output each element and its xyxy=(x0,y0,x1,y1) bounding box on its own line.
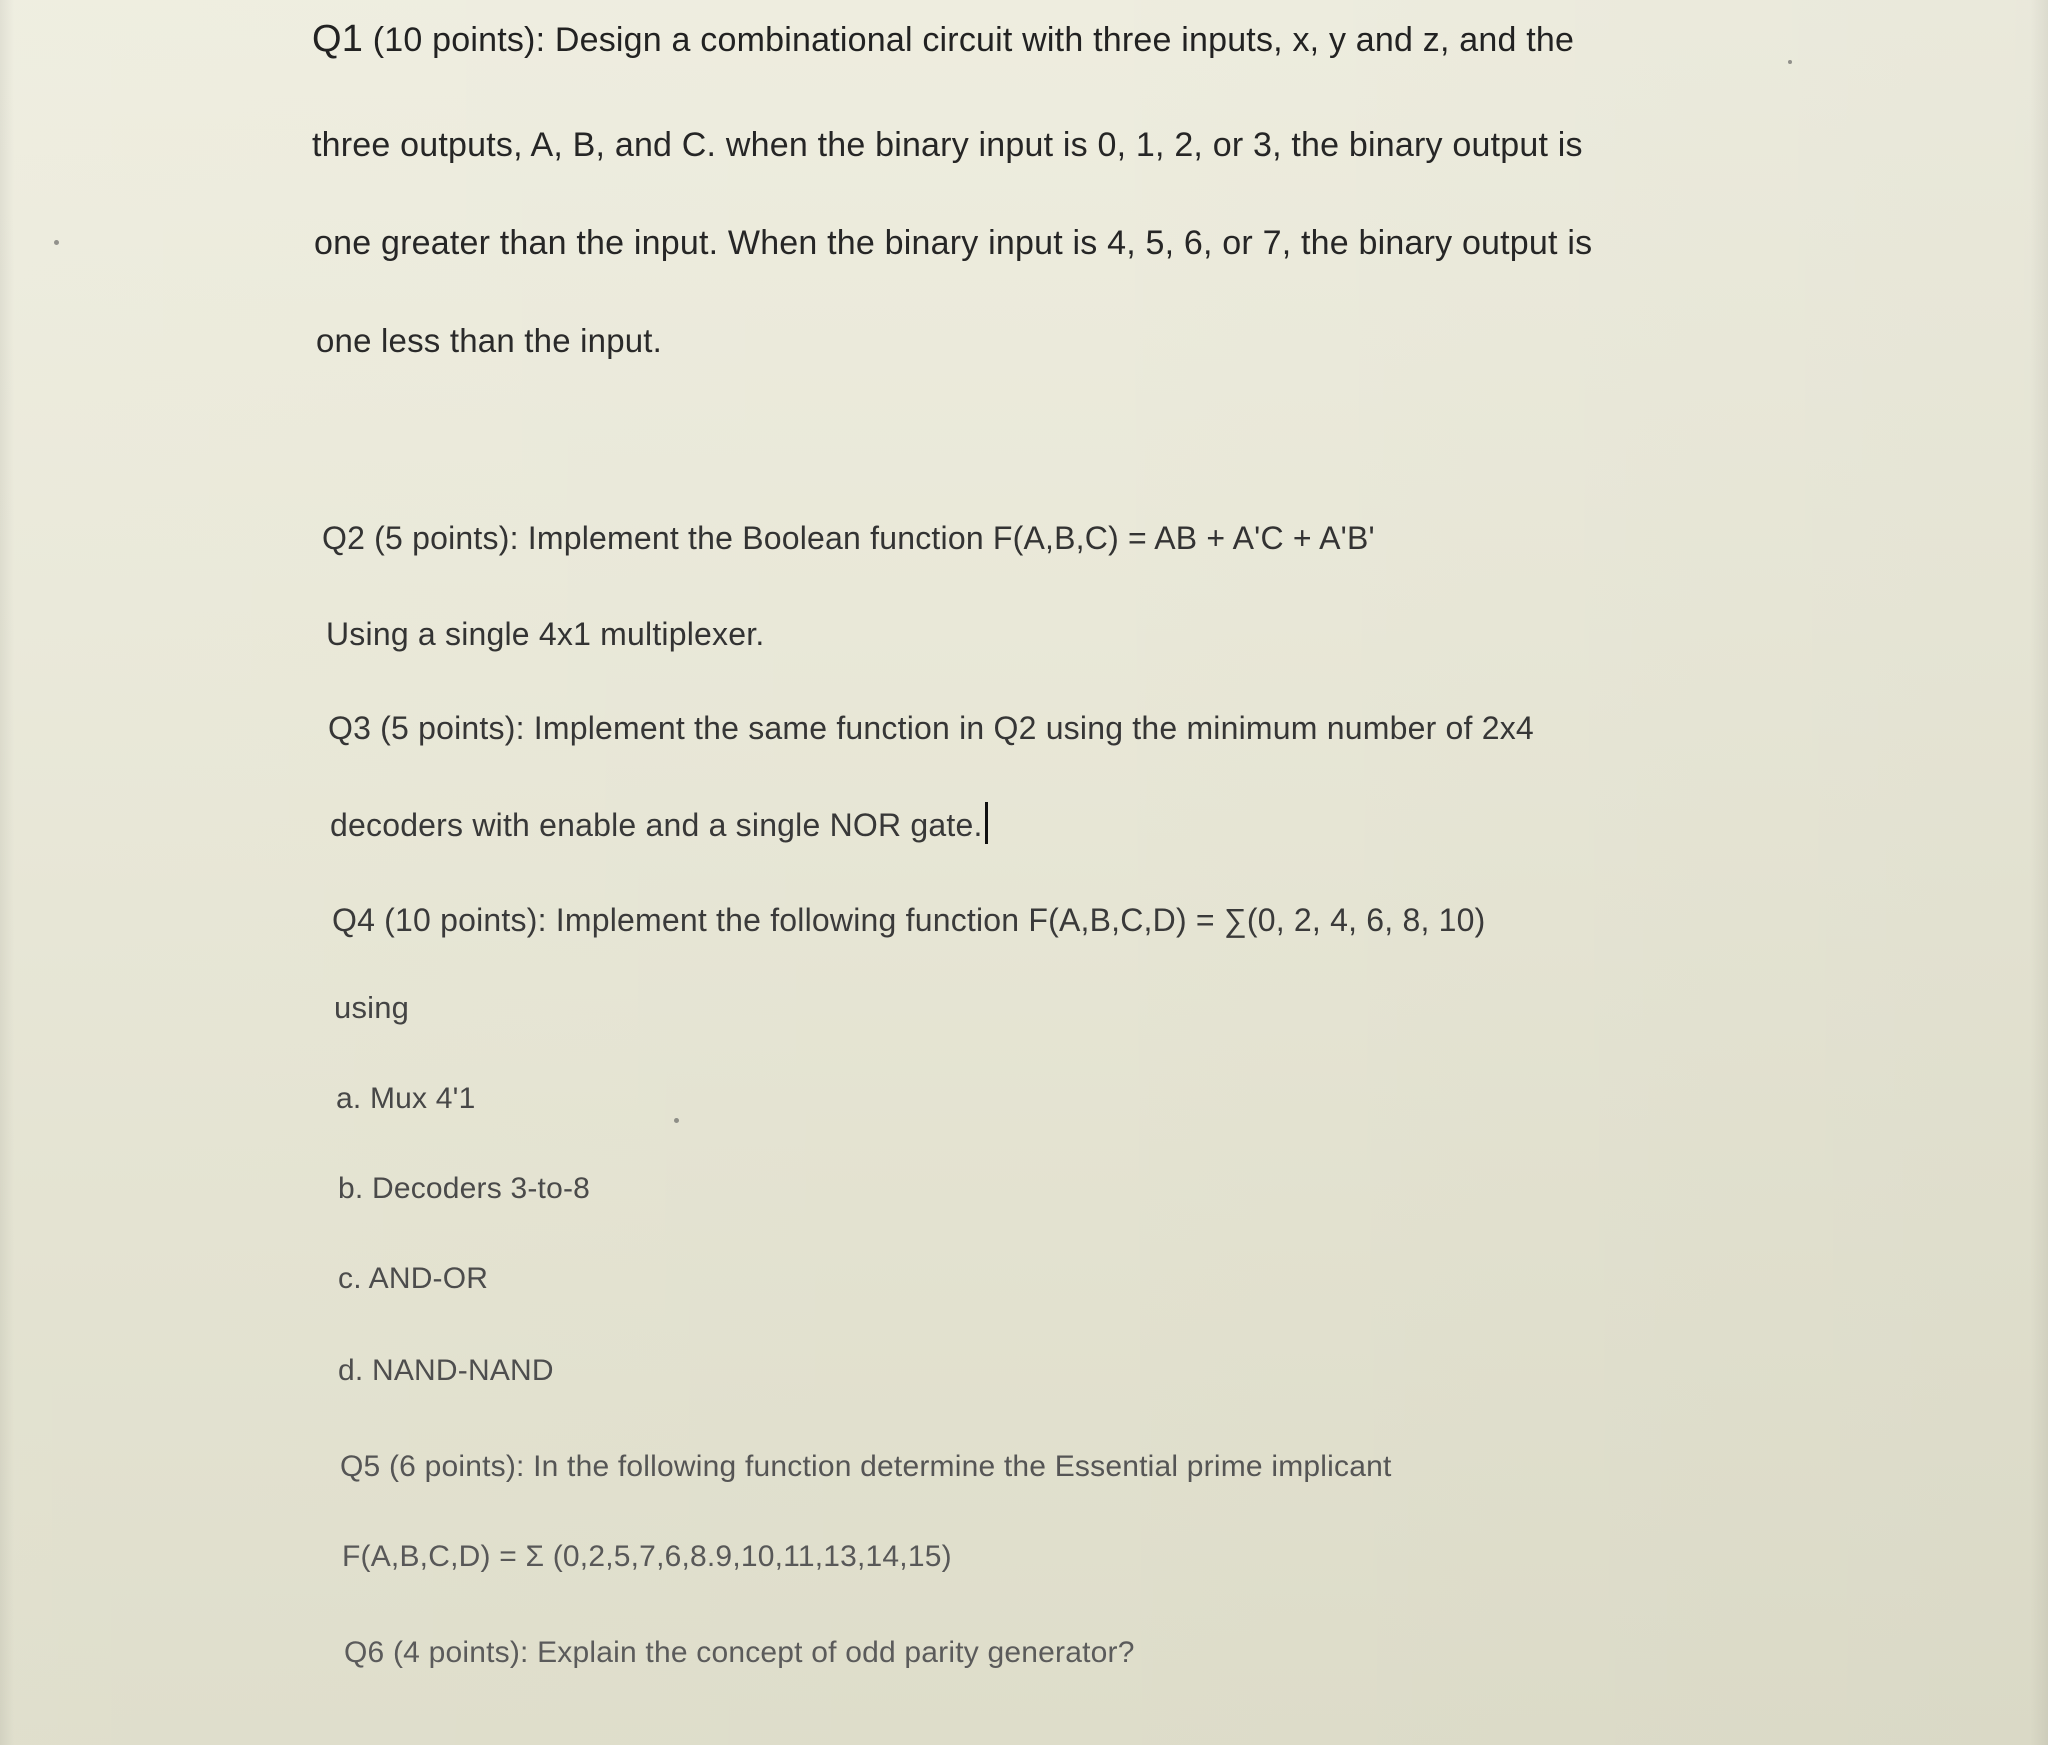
q1-line-1-text: (10 points): Design a combinational circuit with three inputs, x, y and z, and the xyxy=(363,21,1575,59)
q3-line-2: decoders with enable and a single NOR gate. xyxy=(330,807,983,843)
q1-label: Q1 xyxy=(312,18,364,60)
text-cursor xyxy=(985,802,988,844)
speck-mark xyxy=(674,1118,679,1123)
q4-line-1: Q4 (10 points): Implement the following function F(A,B,C,D) = ∑(0, 2, 4, 6, 8, 10) xyxy=(332,902,1486,938)
q1-line-1 xyxy=(312,18,1574,61)
left-edge-shadow xyxy=(0,0,14,1745)
q1-line-2: three outputs, A, B, and C. when the binary input is 0, 1, 2, or 3, the binary output is xyxy=(312,126,1583,164)
q5-line-1: Q5 (6 points): In the following function determine the Essential prime implicant xyxy=(340,1450,1392,1483)
q2-line-2: Using a single 4x1 multiplexer. xyxy=(326,616,765,652)
q1-line-3: one greater than the input. When the binary input is 4, 5, 6, or 7, the binary output is xyxy=(314,224,1593,262)
speck-mark xyxy=(54,240,59,245)
q1-line-4: one less than the input. xyxy=(316,322,663,359)
speck-mark xyxy=(1788,60,1792,64)
q4-option-d: d. NAND-NAND xyxy=(338,1354,554,1387)
q3-line-1: Q3 (5 points): Implement the same function in Q2 using the minimum number of 2x4 xyxy=(328,710,1534,746)
right-edge-shadow xyxy=(2030,0,2048,1745)
q4-option-b: b. Decoders 3-to-8 xyxy=(338,1172,591,1205)
q5-line-2: F(A,B,C,D) = Σ (0,2,5,7,6,8.9,10,11,13,14,15) xyxy=(342,1540,952,1573)
q3-line-2-wrapper xyxy=(330,802,988,844)
q4-option-c: c. AND-OR xyxy=(338,1262,489,1295)
q2-line-1: Q2 (5 points): Implement the Boolean function F(A,B,C) = AB + A'C + A'B' xyxy=(322,520,1375,556)
q4-line-2: using xyxy=(334,990,410,1025)
q4-option-a: a. Mux 4'1 xyxy=(336,1082,476,1115)
q6-line-1: Q6 (4 points): Explain the concept of odd parity generator? xyxy=(344,1636,1135,1669)
